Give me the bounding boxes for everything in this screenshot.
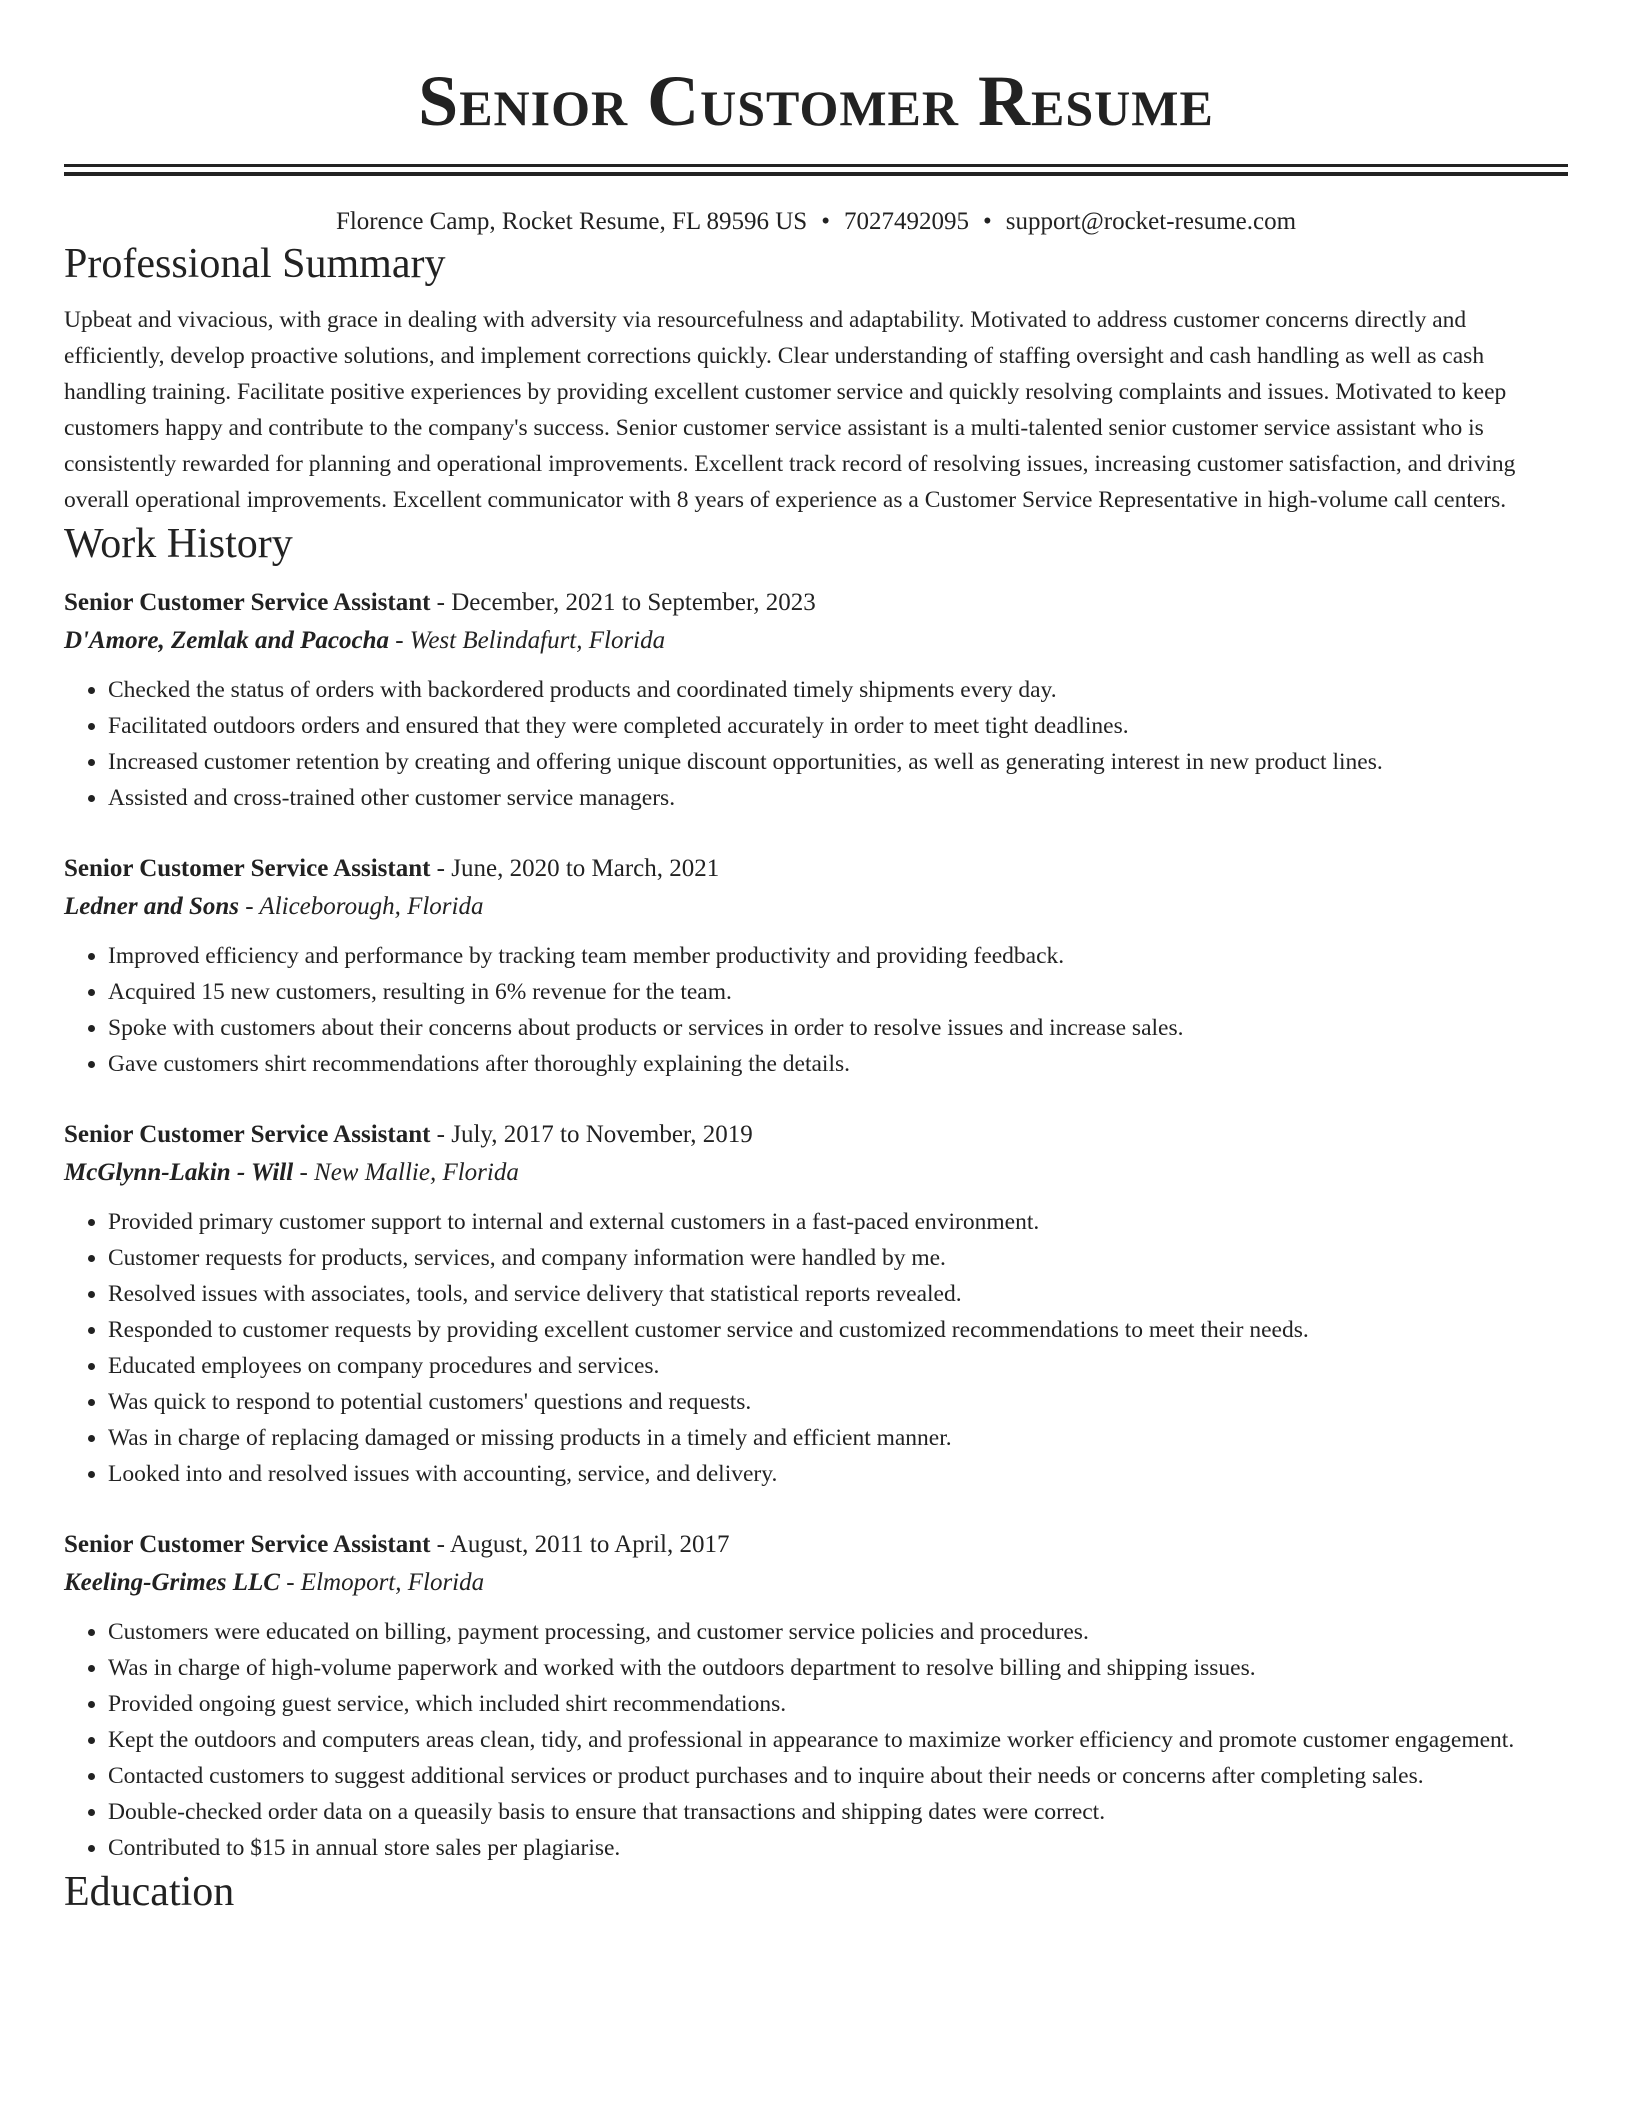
duty-item: • Looked into and resolved issues with accounting, service, and delivery.: [108, 1456, 1568, 1492]
company-location: - Elmoport, Florida: [279, 1569, 485, 1596]
company-name: McGlynn-Lakin - Will: [64, 1159, 294, 1186]
job-title: Senior Customer Service Assistant: [64, 1121, 431, 1148]
duty-item: • Was quick to respond to potential customers' questions and requests.: [108, 1384, 1568, 1420]
duty-item: • Provided primary customer support to internal and external customers in a fast-paced environment.: [108, 1204, 1568, 1240]
duty-item: • Was in charge of replacing damaged or missing products in a timely and efficient manner.: [108, 1420, 1568, 1456]
duty-item: • Contributed to $15 in annual store sales per plagiarise.: [108, 1830, 1568, 1866]
duty-item: • Increased customer retention by creating and offering unique discount opportunities, as well as generating interest in new product lines.: [108, 744, 1568, 780]
job-title: Senior Customer Service Assistant: [64, 855, 431, 882]
job-dates: - December, 2021 to September, 2023: [430, 589, 816, 616]
job-title-line: [64, 584, 1568, 622]
duty-item: • Kept the outdoors and computers areas clean, tidy, and professional in appearance to maximize worker efficiency and promote customer engagement.: [108, 1722, 1568, 1758]
job-entry: [64, 1116, 1568, 1492]
duties-list: [64, 938, 1568, 1082]
duty-item: • Customers were educated on billing, payment processing, and customer service policies and procedures.: [108, 1614, 1568, 1650]
education-heading: Education: [64, 1869, 235, 1915]
contact-address: Florence Camp, Rocket Resume, FL 89596 US: [335, 208, 808, 235]
duty-item: • Spoke with customers about their concerns about products or services in order to resolve issues and increase sales.: [108, 1010, 1568, 1046]
job-entry: [64, 584, 1568, 816]
duty-item: • Assisted and cross-trained other customer service managers.: [108, 780, 1568, 816]
duties-list: [64, 1614, 1568, 1866]
job-title-line: [64, 1526, 1568, 1564]
duty-item: • Provided ongoing guest service, which included shirt recommendations.: [108, 1686, 1568, 1722]
job-entry: [64, 850, 1568, 1082]
company-name: D'Amore, Zemlak and Pacocha: [64, 627, 389, 654]
company-location: - Aliceborough, Florida: [239, 893, 484, 920]
contact-phone: 7027492095: [843, 208, 969, 235]
duty-item: • Resolved issues with associates, tools, and service delivery that statistical reports revealed.: [108, 1276, 1568, 1312]
job-title-line: [64, 850, 1568, 888]
resume-title: Senior Customer Resume: [418, 61, 1214, 141]
duty-item: • Improved efficiency and performance by tracking team member productivity and providing feedback.: [108, 938, 1568, 974]
company-line: [64, 888, 1568, 926]
work-history-list: [64, 584, 1568, 1866]
duty-item: • Gave customers shirt recommendations after thoroughly explaining the details.: [108, 1046, 1568, 1082]
duty-item: • Facilitated outdoors orders and ensured that they were completed accurately in order to meet tight deadlines.: [108, 708, 1568, 744]
duties-list: [64, 672, 1568, 816]
company-location: - West Belindafurt, Florida: [388, 627, 666, 654]
duty-item: • Acquired 15 new customers, resulting in 6% revenue for the team.: [108, 974, 1568, 1010]
job-title: Senior Customer Service Assistant: [64, 589, 431, 616]
duty-item: • Checked the status of orders with backordered products and coordinated timely shipments every day.: [108, 672, 1568, 708]
contact-separator: •: [821, 208, 830, 235]
company-location: - New Mallie, Florida: [293, 1159, 519, 1186]
company-line: [64, 1154, 1568, 1192]
job-dates: - August, 2011 to April, 2017: [430, 1531, 730, 1558]
work-history-heading: Work History: [64, 521, 293, 567]
contact-separator: •: [982, 208, 992, 235]
duty-item: • Double-checked order data on a queasily basis to ensure that transactions and shipping dates were correct.: [108, 1794, 1568, 1830]
job-entry: [64, 1526, 1568, 1866]
title-divider: [64, 164, 1568, 176]
contact-line: [64, 206, 1568, 238]
duty-item: • Was in charge of high-volume paperwork and worked with the outdoors department to resolve billing and shipping issues.: [108, 1650, 1568, 1686]
duties-list: [64, 1204, 1568, 1492]
duty-item: • Responded to customer requests by providing excellent customer service and customized recommendations to meet their needs.: [108, 1312, 1568, 1348]
job-title: Senior Customer Service Assistant: [64, 1531, 431, 1558]
company-line: [64, 622, 1568, 660]
duty-item: • Contacted customers to suggest additional services or product purchases and to inquire about their needs or concerns after completing sales.: [108, 1758, 1568, 1794]
job-title-line: [64, 1116, 1568, 1154]
job-dates: - June, 2020 to March, 2021: [430, 855, 720, 882]
contact-email: support@rocket-resume.com: [1005, 208, 1297, 235]
summary-text: Upbeat and vivacious, with grace in dealing with adversity via resourcefulness and adaptability. Motivated to address customer concerns directly and efficiently, develop proactive solutions, and implement corrections quickly. Clear understanding of staffing oversight and cash handling as well as cash handling training. Facilitate positive experiences by providing excellent customer service and quickly resolving complaints and issues. Motivated to keep customers happy and contribute to the company's success. Senior customer service assistant is a multi-talented senior customer service assistant who is consistently rewarded for planning and operational improvements. Excellent track record of resolving issues, increasing customer satisfaction, and driving overall operational improvements. Excellent communicator with 8 years of experience as a Customer Service Representative in high-volume call centers.: [64, 307, 1516, 513]
duty-item: • Customer requests for products, services, and company information were handled by me.: [108, 1240, 1568, 1276]
company-name: Keeling-Grimes LLC: [64, 1569, 280, 1596]
summary-heading: Professional Summary: [64, 241, 446, 287]
job-dates: - July, 2017 to November, 2019: [430, 1121, 753, 1148]
duty-item: • Educated employees on company procedures and services.: [108, 1348, 1568, 1384]
company-name: Ledner and Sons: [64, 893, 240, 920]
company-line: [64, 1564, 1568, 1602]
